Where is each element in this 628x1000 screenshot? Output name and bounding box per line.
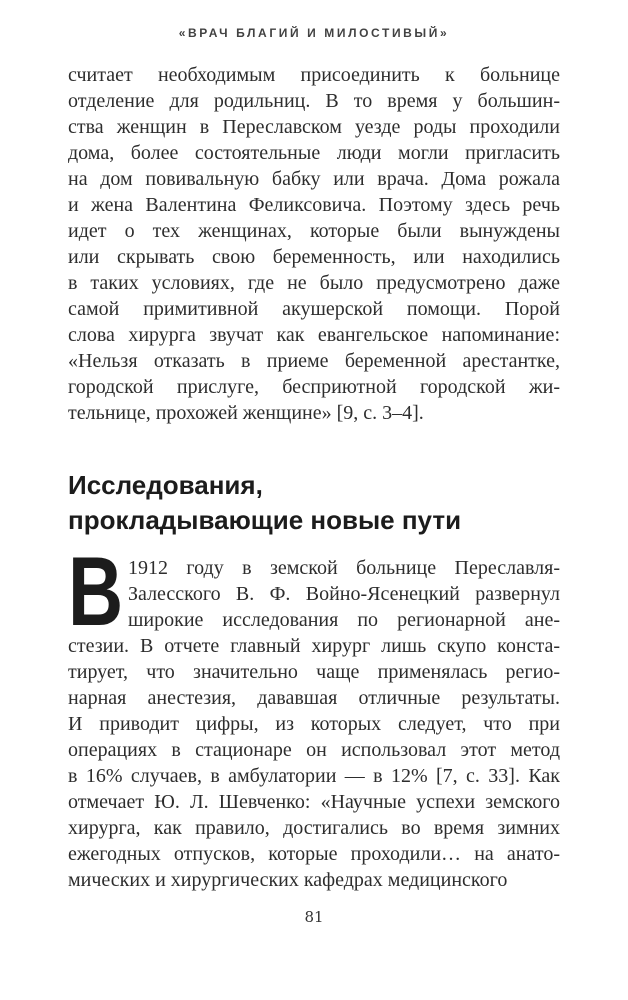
text-line: хирурга, как правило, достигались во время зимних [68,817,560,839]
text-line: Исследования, [68,470,263,500]
text-line: прокладывающие новые пути [68,505,462,535]
running-header: «ВРАЧ БЛАГИЙ И МИЛОСТИВЫЙ» [178,26,450,40]
text-line: самой примитивной акушерской помощи. Порой [68,298,560,320]
paragraph-1-lines [68,62,560,426]
text-line: широкие исследования по регионарной ане- [128,609,560,631]
text-line: дома, более состоятельные люди могли пригласить [68,142,560,164]
body-paragraph-2 [68,536,560,893]
text-line: отделение для родильниц. В то время у большин- [68,90,560,112]
text-line: И приводит цифры, из которых следует, что при [68,713,560,735]
text-line: в 16% случаев, в амбулатории — в 12% [7, с. 33]. Как [68,765,560,787]
text-line: на дом повивальную бабку или врача. Дома рожала [68,168,560,190]
text-line: Залесского В. Ф. Войно-Ясенецкий развернул [128,583,560,605]
text-line: слова хирурга звучат как евангельское напоминание: [68,324,560,346]
text-line: считает необходимым присоединить к больнице [68,64,560,86]
paragraph-2-lines [68,555,560,893]
drop-cap [68,536,124,646]
text-line: мических и хирургических кафедрах медицинского [68,869,508,891]
body-paragraph-1 [68,62,560,426]
text-line: идет о тех женщинах, которые были вынуждены [68,220,560,242]
page-number: 81 [304,908,324,926]
text-line: ства женщин в Переславском уезде роды проходили [68,116,560,138]
text-line: отмечает Ю. Л. Шевченко: «Научные успехи земского [68,791,560,813]
drop-cap-letter: В [68,536,124,646]
text-line: операциях в стационаре он использовал этот метод [68,739,560,761]
text-line: «Нельзя отказать в приеме беременной арестантке, [68,350,560,372]
text-line: стезии. В отчете главный хирург лишь скупо конста- [68,635,560,657]
section-heading [68,468,560,538]
text-line: городской прислуге, бесприютной городской жи- [68,376,560,398]
text-line: тельнице, прохожей женщине» [9, с. 3–4]. [68,402,424,424]
text-line: ежегодных отпусков, которые проходили… на анато- [68,843,560,865]
text-line: 1912 году в земской больнице Переславля- [128,557,560,579]
text-line: тирует, что значительно чаще применялась регио- [68,661,560,683]
text-line: и жена Валентина Феликсовича. Поэтому здесь речь [68,194,560,216]
section-heading-lines [68,468,560,538]
text-line: или скрывать свою беременность, или находились [68,246,560,268]
text-line: нарная анестезия, дававшая отличные результаты. [68,687,560,709]
text-line: в таких условиях, где не было предусмотрено даже [68,272,560,294]
